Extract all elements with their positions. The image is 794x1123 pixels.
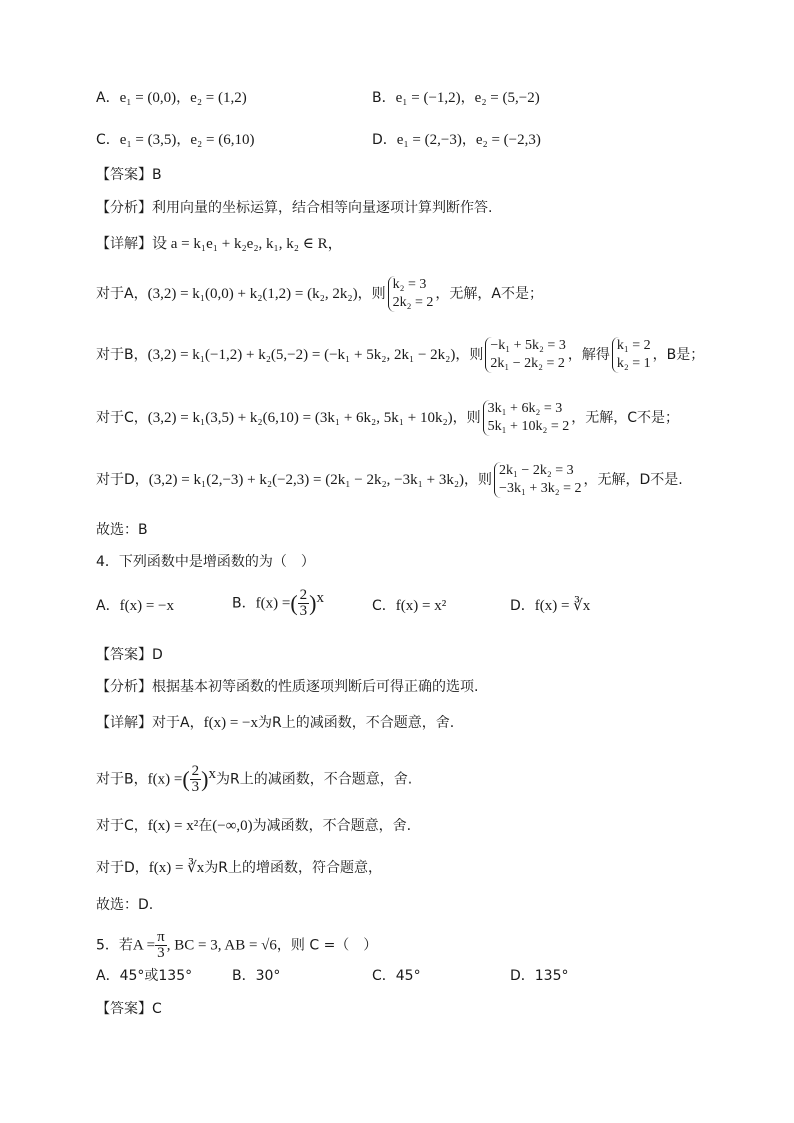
q3-option-a: A．e₁ = (0,0)，e₂ = (1,2)	[96, 90, 247, 106]
q3-case-a: 对于A，(3,2) = k₁(0,0) + k₂(1,2) = (k₂, 2k₂)，则 k₂ = 3 2k₂ = 2 ，无解，A不是；	[96, 277, 543, 310]
q5-option-b: B．30°	[232, 968, 281, 984]
q3-case-c: 对于C，(3,2) = k₁(3,5) + k₂(6,10) = (3k₁ + 6k₂, 5k₁ + 10k₂)，则 3k₁ + 6k₂ = 3 5k₁ + 10k₂ = 2 ，无解，C不是；	[96, 401, 680, 434]
q5-option-a: A．45°或135°	[96, 968, 193, 984]
q3-case-d: 对于D，(3,2) = k₁(2,−3) + k₂(−2,3) = (2k₁ − 2k₂, −3k₁ + 3k₂)，则 2k₁ − 2k₂ = 3 −3k₁ + 3k₂ = 2 ，无解，D不是.	[96, 463, 683, 496]
q3-analysis: 【分析】利用向量的坐标运算，结合相等向量逐项计算判断作答.	[96, 200, 493, 216]
q4-answer: 【答案】D	[96, 647, 163, 663]
equation-system: 3k₁ + 6k₂ = 3 5k₁ + 10k₂ = 2	[483, 400, 570, 436]
q3-case-b: 对于B，(3,2) = k₁(−1,2) + k₂(5,−2) = (−k₁ + 5k₂, 2k₁ − 2k₂)，则 −k₁ + 5k₂ = 3 2k₁ − 2k₂ = 2 ，解得 k₁ = 2 k₂ = 1 ，B是；	[96, 338, 705, 371]
equation-system: −k₁ + 5k₂ = 3 2k₁ − 2k₂ = 2	[485, 337, 565, 373]
equation-system: k₂ = 3 2k₂ = 2	[388, 276, 434, 312]
q3-conclusion: 故选：B	[96, 522, 148, 538]
q5-option-c: C．45°	[372, 968, 421, 984]
equation-system: 2k₁ − 2k₂ = 3 −3k₁ + 3k₂ = 2	[494, 462, 581, 498]
q4-option-a: A．f(x) = −x	[96, 598, 174, 614]
q4-stem: 4．下列函数中是增函数的为（ ）	[96, 554, 315, 570]
q4-analysis: 【分析】根据基本初等函数的性质逐项判断后可得正确的选项.	[96, 679, 479, 695]
q5-stem: 5．若A = $\frac{\pi}{3}$ , BC = 3, AB = √6，则 C =（ ）	[96, 929, 378, 961]
q3-option-c: C．e₁ = (3,5)，e₂ = (6,10)	[96, 132, 255, 148]
q4-option-c: C．f(x) = x²	[372, 598, 447, 614]
q3-detail-intro: 【详解】设 a = k₁e₁ + k₂e₂, k₁, k₂ ∈ R，	[96, 236, 343, 252]
q4-conclusion: 故选：D.	[96, 897, 154, 913]
q4-detail-b: 对于B，f(x) =( $\frac{2}{3}$ )$^x$为R上的减函数，不合题意，舍.	[96, 763, 413, 796]
q3-option-b: B．e₁ = (−1,2)，e₂ = (5,−2)	[372, 90, 540, 106]
q4-detail-c: 对于C，f(x) = x²在(−∞,0)为减函数，不合题意，舍.	[96, 818, 412, 834]
q4-option-b: B．f(x) =( $\frac{2}{3}$ )$^x$	[232, 587, 324, 620]
q4-detail-a: 【详解】对于A，f(x) = −x为R上的减函数，不合题意，舍.	[96, 715, 455, 731]
q5-answer: 【答案】C	[96, 1001, 162, 1017]
solution-system: k₁ = 2 k₂ = 1	[612, 337, 651, 373]
q3-option-d: D．e₁ = (2,−3)，e₂ = (−2,3)	[372, 132, 541, 148]
q5-option-d: D．135°	[510, 968, 569, 984]
q4-option-d: D．f(x) = ∛x	[510, 598, 591, 614]
q4-detail-d: 对于D，f(x) = ∛x为R上的增函数，符合题意，	[96, 860, 383, 876]
q3-answer: 【答案】B	[96, 167, 162, 183]
